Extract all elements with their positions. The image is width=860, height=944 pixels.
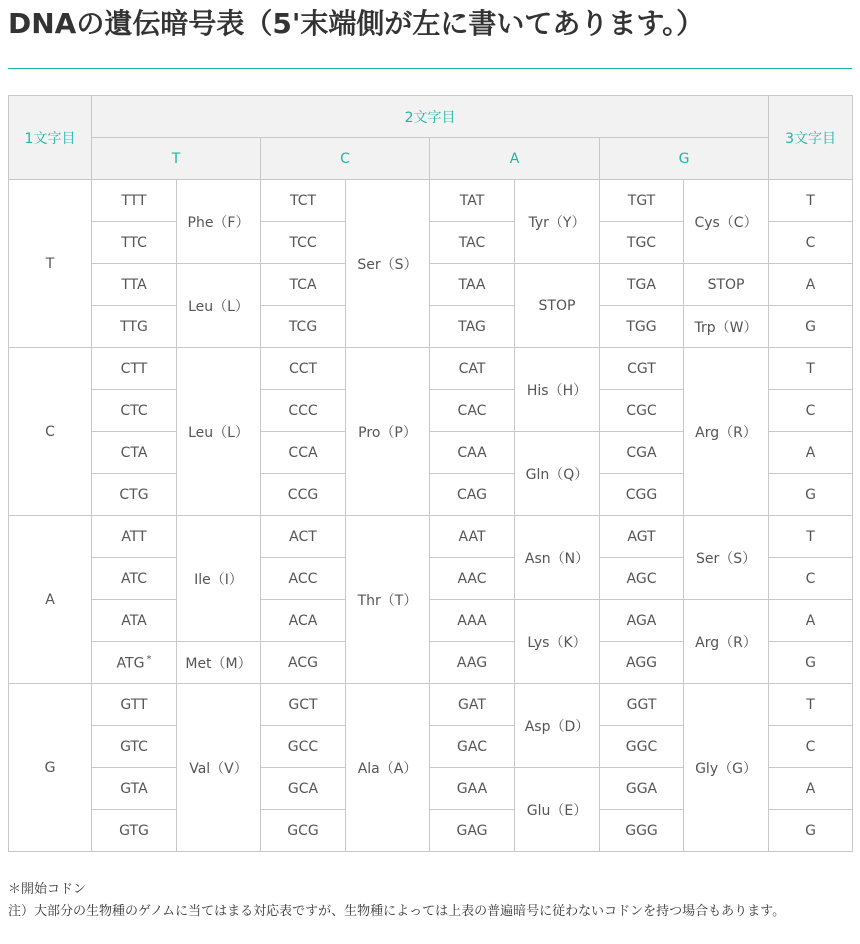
amino-acid-cell: Met（M） (177, 642, 261, 684)
amino-acid-cell: Leu（L） (177, 348, 261, 516)
codon-cell (600, 222, 684, 264)
third-base-cell: T (769, 180, 853, 222)
header-first-position: 1文字目 (9, 96, 92, 180)
codon-cell (92, 768, 177, 810)
first-base-cell: C (9, 348, 92, 516)
codon-text: CTC (120, 402, 148, 419)
codon-cell (261, 222, 346, 264)
codon-text: TTA (121, 276, 147, 293)
amino-acid-cell: STOP (684, 264, 769, 306)
amino-acid-cell: His（H） (515, 348, 600, 432)
amino-acid-cell: Ala（A） (346, 684, 430, 852)
codon-text: GAT (458, 696, 486, 713)
codon-text: TAC (458, 234, 486, 251)
codon-cell (261, 474, 346, 516)
table-row (9, 264, 853, 306)
amino-acid-cell: Gln（Q） (515, 432, 600, 516)
codon-text: TGG (626, 318, 657, 335)
codon-cell (92, 222, 177, 264)
codon-text: GAG (456, 822, 488, 839)
amino-acid-cell: Thr（T） (346, 516, 430, 684)
codon-text: TCG (288, 318, 318, 335)
codon-cell (430, 516, 515, 558)
codon-text: ATC (121, 570, 147, 587)
codon-text: TAA (458, 276, 486, 293)
codon-text: CAC (457, 402, 487, 419)
codon-cell (92, 726, 177, 768)
caveat-note: 注）大部分の生物種のゲノムに当てはまる対応表ですが、生物種によっては上表の普遍暗号に従わないコドンを持つ場合もあります。 (8, 904, 786, 919)
codon-cell (430, 264, 515, 306)
codon-text: GAC (457, 738, 487, 755)
third-base-cell: G (769, 306, 853, 348)
codon-cell (600, 180, 684, 222)
codon-cell (261, 306, 346, 348)
codon-cell (92, 600, 177, 642)
amino-acid-cell: STOP (515, 264, 600, 348)
codon-text: GGG (625, 822, 658, 839)
codon-cell (600, 768, 684, 810)
codon-text: CCG (287, 486, 319, 503)
codon-cell (600, 432, 684, 474)
table-row (9, 684, 853, 726)
codon-text: AGG (625, 654, 658, 671)
third-base-cell: G (769, 474, 853, 516)
codon-text: CTT (120, 360, 148, 377)
codon-text: GTC (120, 738, 148, 755)
amino-acid-cell: Phe（F） (177, 180, 261, 264)
codon-cell (600, 264, 684, 306)
codon-cell (430, 768, 515, 810)
third-base-cell: A (769, 264, 853, 306)
codon-cell (600, 348, 684, 390)
codon-text: CAT (458, 360, 486, 377)
codon-text: TGT (627, 192, 656, 209)
amino-acid-cell: Ile（I） (177, 516, 261, 642)
first-base-cell: T (9, 180, 92, 348)
codon-text: AAC (457, 570, 487, 587)
codon-text: AAA (457, 612, 487, 629)
codon-text: GCT (288, 696, 318, 713)
amino-acid-cell: Val（V） (177, 684, 261, 852)
amino-acid-cell: Ser（S） (346, 180, 430, 348)
codon-cell (600, 642, 684, 684)
table-row (9, 348, 853, 390)
codon-text: ATT (121, 528, 147, 545)
codon-text: ATG (116, 655, 145, 672)
header-third-position: 3文字目 (769, 96, 853, 180)
amino-acid-cell: Glu（E） (515, 768, 600, 852)
codon-cell (600, 306, 684, 348)
codon-text: GAA (456, 780, 488, 797)
codon-cell (92, 306, 177, 348)
codon-cell (430, 432, 515, 474)
codon-cell (430, 390, 515, 432)
codon-text: GGT (626, 696, 657, 713)
codon-text: ACT (289, 528, 317, 545)
codon-text: GTG (119, 822, 149, 839)
amino-acid-cell: Asn（N） (515, 516, 600, 600)
codon-cell (261, 558, 346, 600)
codon-cell (430, 180, 515, 222)
codon-text: CAA (457, 444, 487, 461)
codon-text: ACC (288, 570, 318, 587)
first-base-cell: A (9, 516, 92, 684)
codon-cell (92, 516, 177, 558)
amino-acid-cell: Trp（W） (684, 306, 769, 348)
codon-cell (600, 558, 684, 600)
codon-cell (261, 726, 346, 768)
codon-cell (261, 810, 346, 852)
codon-cell (600, 474, 684, 516)
codon-text: CAG (457, 486, 487, 503)
codon-cell (430, 348, 515, 390)
third-base-cell: T (769, 684, 853, 726)
codon-table-body (9, 180, 853, 852)
third-base-cell: C (769, 222, 853, 264)
codon-cell (261, 348, 346, 390)
codon-cell (261, 768, 346, 810)
page-title: DNAの遺伝暗号表（5'末端側が左に書いてあります。） (8, 7, 705, 40)
header-base-a: A (430, 138, 600, 180)
third-base-cell: C (769, 390, 853, 432)
codon-cell (261, 180, 346, 222)
codon-cell (92, 432, 177, 474)
codon-text: ACA (288, 612, 318, 629)
header-second-position: 2文字目 (92, 96, 769, 138)
codon-text: TAG (458, 318, 486, 335)
codon-cell (430, 642, 515, 684)
third-base-cell: G (769, 810, 853, 852)
codon-text: AAT (458, 528, 486, 545)
codon-text: GCC (287, 738, 319, 755)
codon-text: TTC (121, 234, 147, 251)
codon-cell (600, 810, 684, 852)
codon-cell (261, 600, 346, 642)
codon-text: ACG (288, 654, 318, 671)
codon-cell (92, 348, 177, 390)
codon-text: GGA (625, 780, 658, 797)
codon-text: AGC (626, 570, 657, 587)
codon-text: CGC (626, 402, 657, 419)
codon-cell (92, 180, 177, 222)
third-base-cell: T (769, 348, 853, 390)
third-base-cell: T (769, 516, 853, 558)
codon-table-header (9, 96, 853, 180)
third-base-cell: G (769, 642, 853, 684)
third-base-cell: A (769, 600, 853, 642)
amino-acid-cell: Cys（C） (684, 180, 769, 264)
codon-cell (261, 642, 346, 684)
codon-text: GTT (120, 696, 148, 713)
codon-text: CTA (120, 444, 148, 461)
codon-text: CCC (288, 402, 318, 419)
codon-cell (261, 390, 346, 432)
codon-cell (430, 474, 515, 516)
codon-text: TCA (289, 276, 317, 293)
amino-acid-cell: Asp（D） (515, 684, 600, 768)
amino-acid-cell: Lys（K） (515, 600, 600, 684)
codon-cell (92, 558, 177, 600)
codon-cell (430, 306, 515, 348)
header-base-g: G (600, 138, 769, 180)
amino-acid-cell: Arg（R） (684, 348, 769, 516)
codon-text: CCT (288, 360, 318, 377)
amino-acid-cell: Ser（S） (684, 516, 769, 600)
codon-cell (92, 684, 177, 726)
codon-text: TTT (121, 192, 147, 209)
codon-cell (92, 264, 177, 306)
codon-cell (430, 684, 515, 726)
codon-text: TAT (459, 192, 485, 209)
codon-text: AGA (626, 612, 657, 629)
codon-cell (261, 516, 346, 558)
codon-text: TTG (120, 318, 148, 335)
codon-text: TCC (289, 234, 317, 251)
start-codon-note: ＊開始コドン (8, 882, 87, 897)
codon-cell (600, 390, 684, 432)
codon-cell (430, 222, 515, 264)
amino-acid-cell: Tyr（Y） (515, 180, 600, 264)
codon-text: GGC (625, 738, 658, 755)
title-underline (8, 68, 852, 69)
codon-text: GCA (287, 780, 319, 797)
codon-cell (261, 432, 346, 474)
codon-cell (430, 726, 515, 768)
table-row (9, 516, 853, 558)
codon-text: TGC (626, 234, 657, 251)
codon-cell (92, 642, 177, 684)
header-base-t: T (92, 138, 261, 180)
codon-cell (92, 474, 177, 516)
codon-text: CGT (627, 360, 656, 377)
header-base-c: C (261, 138, 430, 180)
codon-cell (430, 600, 515, 642)
codon-cell (600, 516, 684, 558)
codon-text: TCT (289, 192, 317, 209)
codon-text: CCA (288, 444, 318, 461)
amino-acid-cell: Arg（R） (684, 600, 769, 684)
third-base-cell: A (769, 768, 853, 810)
codon-text: CGG (625, 486, 658, 503)
amino-acid-cell: Pro（P） (346, 348, 430, 516)
codon-cell (430, 558, 515, 600)
table-row (9, 180, 853, 222)
codon-cell (92, 390, 177, 432)
codon-cell (261, 264, 346, 306)
third-base-cell: A (769, 432, 853, 474)
codon-cell (261, 684, 346, 726)
codon-text: ATA (121, 612, 147, 629)
codon-text: AGT (627, 528, 656, 545)
codon-text: GCG (287, 822, 319, 839)
codon-text: GTA (120, 780, 148, 797)
table-row (9, 600, 853, 642)
third-base-cell: C (769, 726, 853, 768)
start-codon-marker: * (146, 653, 152, 665)
codon-cell (92, 810, 177, 852)
table-row (9, 306, 853, 348)
codon-text: CTG (119, 486, 149, 503)
codon-text: TGA (627, 276, 656, 293)
codon-cell (600, 684, 684, 726)
codon-cell (430, 810, 515, 852)
first-base-cell: G (9, 684, 92, 852)
codon-cell (600, 726, 684, 768)
amino-acid-cell: Gly（G） (684, 684, 769, 852)
third-base-cell: C (769, 558, 853, 600)
codon-text: AAG (456, 654, 488, 671)
codon-cell (600, 600, 684, 642)
amino-acid-cell: Leu（L） (177, 264, 261, 348)
codon-text: CGA (626, 444, 657, 461)
codon-table (8, 95, 853, 852)
